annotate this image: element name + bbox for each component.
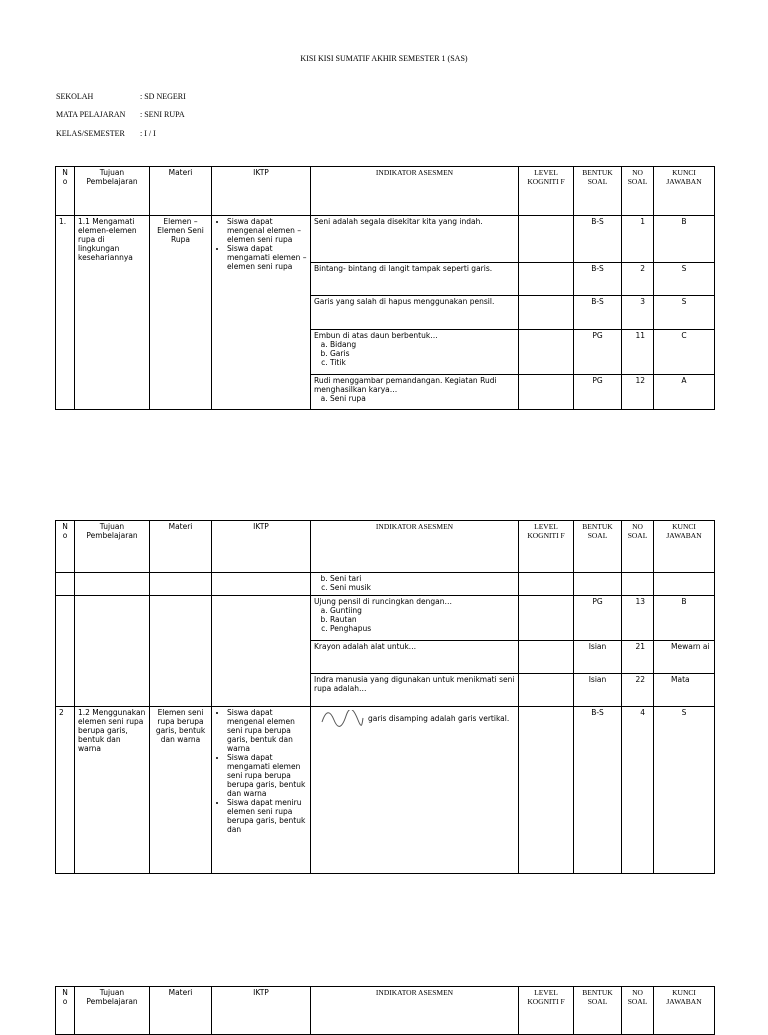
iktp-item: • Siswa dapat mengenal elemen – elemen seni rupa xyxy=(227,217,307,244)
question-text: Rudi menggambar pemandangan. Kegiatan Rudi menghasilkan karya… xyxy=(314,376,497,394)
option-item: a. Bidang xyxy=(330,340,515,349)
cell-bentuk: PG xyxy=(574,596,622,641)
header-nosoal: NO SOAL xyxy=(622,521,654,573)
table-header-row xyxy=(56,167,715,216)
kisi-table-1 xyxy=(55,166,715,410)
header-bentuk: BENTUK SOAL xyxy=(574,521,622,573)
cell-bentuk: PG xyxy=(574,330,622,375)
cell-indikator xyxy=(311,375,519,410)
option-item: c. Seni musik xyxy=(330,583,515,592)
cell-bentuk: Isian xyxy=(574,674,622,707)
cell-nosoal: 13 xyxy=(622,596,654,641)
cell-level xyxy=(519,296,574,330)
info-mata-pelajaran: MATA PELAJARAN : SENI RUPA xyxy=(56,110,185,119)
question-text: garis disamping adalah garis vertikal. xyxy=(368,714,510,723)
cell-iktp xyxy=(212,707,311,874)
cell-tujuan: 1.2 Menggunakan elemen seni rupa berupa garis, bentuk dan warna xyxy=(75,707,150,874)
iktp-item: • Siswa dapat mengenal elemen seni rupa berupa garis, bentuk dan warna xyxy=(227,708,307,753)
cell-nosoal: 11 xyxy=(622,330,654,375)
cell-kunci: Mewarn ai xyxy=(654,641,715,674)
cell-level xyxy=(519,641,574,674)
cell-indikator: Krayon adalah alat untuk… xyxy=(311,641,519,674)
cell-bentuk: B-S xyxy=(574,707,622,874)
option-item: b. Seni tari xyxy=(330,574,515,583)
question-text: Embun di atas daun berbentuk… xyxy=(314,331,438,340)
info-sekolah: SEKOLAH : SD NEGERI xyxy=(56,92,186,101)
header-tujuan: Tujuan Pembelajaran xyxy=(75,167,150,216)
table-header-row xyxy=(56,987,715,1035)
header-iktp: IKTP xyxy=(212,167,311,216)
cell-nosoal: 22 xyxy=(622,674,654,707)
header-kunci: KUNCI JAWABAN xyxy=(654,167,715,216)
kisi-table-3 xyxy=(55,986,715,1035)
header-iktp: IKTP xyxy=(212,521,311,573)
header-indikator: INDIKATOR ASESMEN xyxy=(311,987,519,1035)
cell-kunci: Mata xyxy=(654,674,715,707)
cell-level xyxy=(519,375,574,410)
header-nosoal: NO SOAL xyxy=(622,167,654,216)
cell-level xyxy=(519,707,574,874)
table-header-row xyxy=(56,521,715,573)
cell-iktp xyxy=(212,216,311,410)
cell-nosoal: 4 xyxy=(622,707,654,874)
cell-materi: Elemen seni rupa berupa garis, bentuk dan warna xyxy=(150,707,212,874)
header-level: LEVEL KOGNITI F xyxy=(519,521,574,573)
iktp-item: • Siswa dapat mengamati elemen – elemen seni rupa xyxy=(227,244,307,271)
cell-indikator: Indra manusia yang digunakan untuk menikmati seni rupa adalah… xyxy=(311,674,519,707)
iktp-item: • Siswa dapat meniru elemen seni rupa berupa garis, bentuk dan xyxy=(227,798,307,834)
header-kunci: KUNCI JAWABAN xyxy=(654,987,715,1035)
cell-indikator: Garis yang salah di hapus menggunakan pensil. xyxy=(311,296,519,330)
table-row xyxy=(56,707,715,874)
document-title: KISI KISI SUMATIF AKHIR SEMESTER 1 (SAS) xyxy=(300,54,468,63)
option-item: b. Rautan xyxy=(330,615,515,624)
info-kelas-semester: KELAS/SEMESTER : I / I xyxy=(56,129,156,138)
header-materi: Materi xyxy=(150,167,212,216)
header-no: N o xyxy=(56,987,75,1035)
cell-level xyxy=(519,216,574,263)
cell-kunci: B xyxy=(654,596,715,641)
iktp-item: • Siswa dapat mengamati elemen seni rupa berupa berupa garis, bentuk dan warna xyxy=(227,753,307,798)
cell-bentuk: B-S xyxy=(574,216,622,263)
cell-nosoal: 3 xyxy=(622,296,654,330)
question-text: Ujung pensil di runcingkan dengan… xyxy=(314,597,453,606)
option-item: a. Seni rupa xyxy=(330,394,515,403)
cell-level xyxy=(519,596,574,641)
option-item: b. Garis xyxy=(330,349,515,358)
cell-indikator xyxy=(311,707,519,874)
cell-materi: Elemen – Elemen Seni Rupa xyxy=(150,216,212,410)
cell-level xyxy=(519,674,574,707)
cell-no: 1. xyxy=(56,216,75,410)
header-indikator: INDIKATOR ASESMEN xyxy=(311,521,519,573)
header-materi: Materi xyxy=(150,987,212,1035)
header-no: N o xyxy=(56,167,75,216)
cell-indikator xyxy=(311,330,519,375)
table-row xyxy=(56,216,715,263)
cell-kunci: S xyxy=(654,296,715,330)
option-item: c. Penghapus xyxy=(330,624,515,633)
cell-bentuk: Isian xyxy=(574,641,622,674)
header-tujuan: Tujuan Pembelajaran xyxy=(75,987,150,1035)
kisi-table-2 xyxy=(55,520,715,874)
option-item: c. Titik xyxy=(330,358,515,367)
cell-bentuk: B-S xyxy=(574,296,622,330)
header-no: N o xyxy=(56,521,75,573)
cell-indikator: Seni adalah segala disekitar kita yang indah. xyxy=(311,216,519,263)
cell-nosoal: 2 xyxy=(622,263,654,296)
option-item: a. Guntiing xyxy=(330,606,515,615)
cell-no: 2 xyxy=(56,707,75,874)
cell-bentuk: PG xyxy=(574,375,622,410)
cell-tujuan: 1.1 Mengamati elemen-elemen rupa di lingkungan kesehariannya xyxy=(75,216,150,410)
cell-kunci: S xyxy=(654,707,715,874)
header-indikator: INDIKATOR ASESMEN xyxy=(311,167,519,216)
cell-kunci: B xyxy=(654,216,715,263)
header-materi: Materi xyxy=(150,521,212,573)
header-kunci: KUNCI JAWABAN xyxy=(654,521,715,573)
cell-nosoal: 12 xyxy=(622,375,654,410)
cell-kunci: S xyxy=(654,263,715,296)
header-bentuk: BENTUK SOAL xyxy=(574,987,622,1035)
header-iktp: IKTP xyxy=(212,987,311,1035)
header-level: LEVEL KOGNITI F xyxy=(519,167,574,216)
cell-level xyxy=(519,330,574,375)
wavy-line-image xyxy=(320,710,364,728)
header-nosoal: NO SOAL xyxy=(622,987,654,1035)
cell-bentuk: B-S xyxy=(574,263,622,296)
cell-kunci: A xyxy=(654,375,715,410)
cell-indikator xyxy=(311,596,519,641)
cell-nosoal: 21 xyxy=(622,641,654,674)
cell-level xyxy=(519,263,574,296)
header-bentuk: BENTUK SOAL xyxy=(574,167,622,216)
cell-nosoal: 1 xyxy=(622,216,654,263)
header-tujuan: Tujuan Pembelajaran xyxy=(75,521,150,573)
cell-indikator xyxy=(311,573,519,596)
table-row xyxy=(56,573,715,596)
cell-indikator: Bintang- bintang di langit tampak seperti garis. xyxy=(311,263,519,296)
cell-kunci: C xyxy=(654,330,715,375)
header-level: LEVEL KOGNITI F xyxy=(519,987,574,1035)
table-row xyxy=(56,596,715,641)
